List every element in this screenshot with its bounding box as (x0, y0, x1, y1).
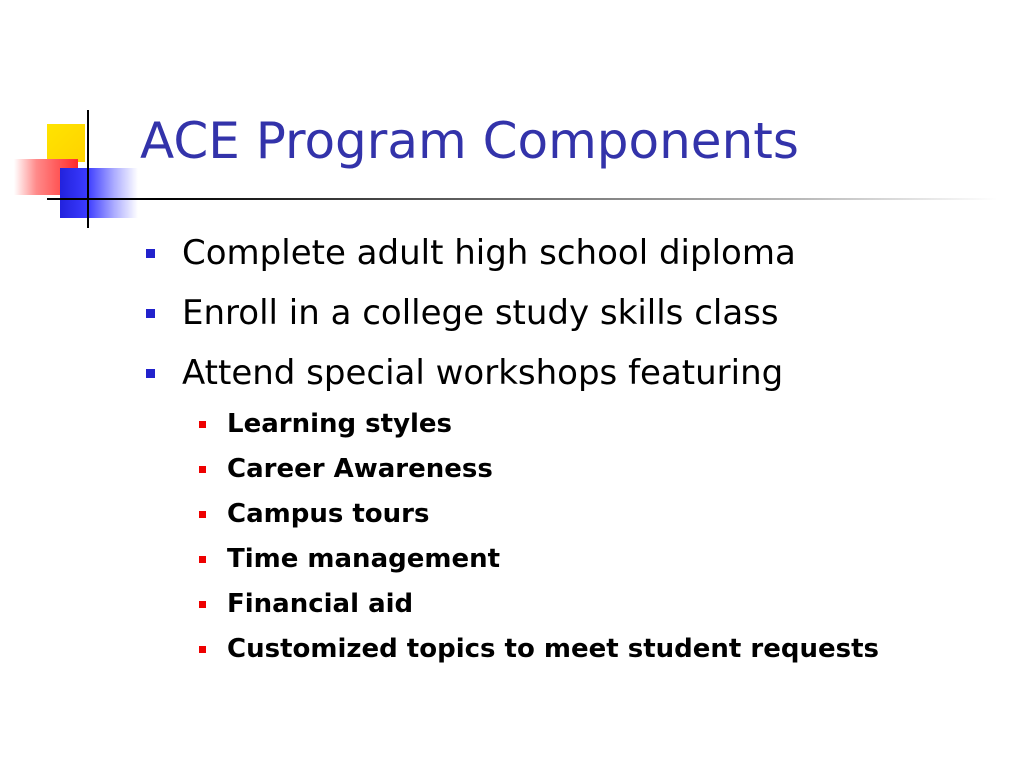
sub-bullet-item (199, 499, 429, 529)
slide-title: ACE Program Components (140, 112, 799, 170)
sub-bullet-item (199, 544, 500, 574)
square-bullet-icon (146, 369, 155, 378)
square-bullet-icon (146, 309, 155, 318)
bullet-text: Enroll in a college study skills class (182, 293, 779, 333)
bullet-item (146, 293, 779, 333)
sub-bullet-text: Time management (227, 544, 501, 574)
sub-bullet-item (199, 634, 879, 664)
sub-bullet-item (199, 589, 413, 619)
bullet-item (146, 353, 783, 393)
square-bullet-icon (146, 249, 155, 258)
bullet-text: Complete adult high school diploma (182, 233, 796, 273)
sub-bullet-item (199, 454, 493, 484)
sub-bullet-text: Career Awareness (227, 454, 493, 484)
square-bullet-icon (199, 646, 206, 653)
square-bullet-icon (199, 511, 206, 518)
sub-bullet-text: Financial aid (227, 589, 414, 619)
square-bullet-icon (199, 421, 206, 428)
square-bullet-icon (199, 466, 206, 473)
sub-bullet-text: Customized topics to meet student requests (227, 634, 879, 664)
sub-bullet-text: Learning styles (227, 409, 453, 439)
square-bullet-icon (199, 556, 206, 563)
square-bullet-icon (199, 601, 206, 608)
sub-bullet-text: Campus tours (227, 499, 430, 529)
bullet-text: Attend special workshops featuring (182, 353, 784, 393)
sub-bullet-item (199, 409, 452, 439)
bullet-item (146, 233, 796, 273)
